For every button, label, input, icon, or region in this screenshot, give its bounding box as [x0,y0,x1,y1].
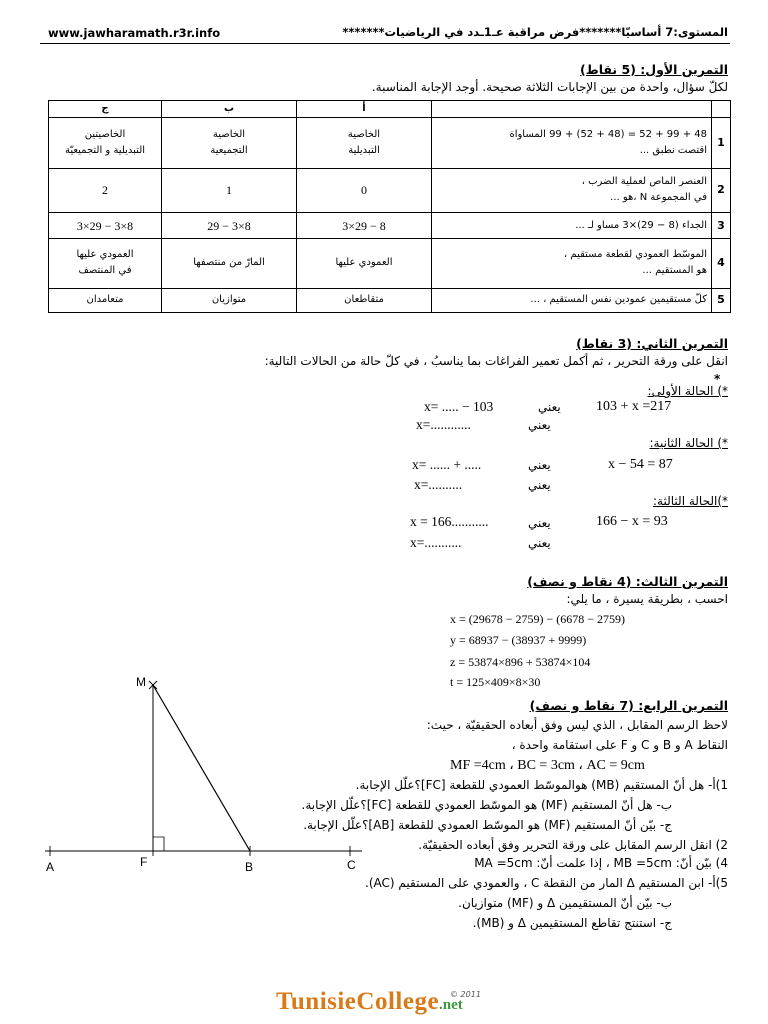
table-row [49,239,731,288]
question-text: في المجموعة N ،هو ... [610,192,707,204]
case-meaning: يعني [528,478,551,492]
answer-b: 29 − 3×8 [162,213,297,239]
answer-a: التبديلية [348,144,380,156]
qcm-table [48,100,731,313]
ex4-line: 2) انقل الرسم المقابل على ورقة التحرير وفق أبعاده الحقيقيّة. [418,838,728,852]
answer-b: المارّ من منتصفها [162,239,297,288]
ex4-line: 4) بيّن أنّ: MB =5cm ، إذا علمت أنّ: MA =5cm [474,856,728,870]
case-meaning: يعني [528,418,551,432]
point-label-m: M [136,675,146,689]
case-meaning: يعني [528,516,551,530]
question-number: 4 [712,239,731,288]
case-label: *)الحالة الثالثة: [653,494,728,508]
ex4-line: ج- بيّن أنّ المستقيم (MF) هو الموسّط العمودي للقطعة [AB]؟علّل الإجابة. [303,818,672,832]
logo-text: TunisieCollege [276,988,440,1015]
answer-b: التجميعية [210,144,248,156]
segment-mb [153,685,250,851]
case-answer: x= ...... + ..... [412,457,482,472]
point-label-c: C [347,858,356,872]
ex4-line: 1)أ- هل أنّ المستقيم (MB) هوالموسّط العمودي للقطعة [FC]؟علّل الإجابة. [355,778,728,792]
case-label: *) الحالة الأولى: [647,384,728,398]
ex4-line: ب- هل أنّ المستقيم (MF) هو الموسّط العمودي للقطعة [FC]؟علّل الإجابة. [301,798,672,812]
ex2-title: التمرين الثاني: (3 نقاط) [576,336,728,351]
ex4-line: ج- استنتج تقاطع المستقيمين Δ و (MB). [472,916,672,930]
point-label-a: A [46,860,55,874]
calc-line: z = 53874×896 + 53874×104 [450,655,591,669]
table-row [49,118,731,168]
point-label-b: B [245,860,254,874]
question-text: العنصر الماص لعملية الضرب ، [581,176,707,188]
point-label-f: F [140,855,148,869]
ex1-instruction: لكلّ سؤال، واحدة من بين الإجابات الثلاثة صحيحة. أوجد الإجابة المناسبة. [371,80,728,94]
case-equation: x − 54 = 87 [608,457,673,472]
answer-a: متقاطعان [297,288,432,312]
question-number: 3 [712,213,731,239]
question-number: 2 [712,168,731,212]
answer-b: الخاصية [212,128,246,140]
answer-c: 2 [49,168,162,212]
ex1-title: التمرين الأول: (5 نقاط) [580,62,728,77]
question-text: كلّ مستقيمين عمودين نفس المستقيم ، ... [432,288,712,312]
answer-c: متعامدان [49,288,162,312]
case-answer: x= ..... − 103 [424,399,494,414]
header-rule [40,43,730,44]
right-angle-mark [153,837,164,851]
case-answer: x=............ [416,417,471,432]
col-header-a: أ [297,101,432,118]
question-number: 5 [712,288,731,312]
ex3-title: التمرين الثالث: (4 نقاط و نصف) [527,574,728,589]
table-row [49,168,731,212]
table-row [49,213,731,239]
answer-a: الخاصية [347,128,381,140]
answer-c: العمودي عليها [76,249,134,261]
answer-b: 1 [162,168,297,212]
col-header-c: ج [49,101,162,118]
question-text: 48 + 99 + 52 = (48 + 52) + 99 المساواة [509,128,707,140]
geometry-figure [40,640,370,980]
case-meaning: يعني [528,536,551,550]
col-header-question [432,101,712,118]
ex4-line: 5)أ- ابن المستقيم Δ المار من النقطة C ، والعمودي على المستقيم (AC). [365,876,728,890]
answer-c: التبديلية و التجميعيّة [64,144,146,156]
question-text: اقتصت نطبق ... [639,144,707,156]
ex3-instruction: احسب ، بطريقة يسيرة ، ما يلي: [566,592,728,606]
case-meaning: يعني [538,400,561,414]
answer-c: 3×29 − 3×8 [49,213,162,239]
header-website: www.jawharamath.r3r.info [48,26,221,40]
case-equation: 166 − x = 93 [596,514,668,529]
site-logo [276,988,463,1018]
ex2-star: * [714,372,721,386]
ex4-line: لاحظ الرسم المقابل ، الذي ليس وفق أبعاده الحقيقيّة ، حيث: [426,718,728,732]
calc-line: y = 68937 − (38937 + 9999) [450,633,587,647]
answer-b: متوازيان [162,288,297,312]
answer-a: 3×29 − 8 [297,213,432,239]
header-title: المستوى:7 أساسيّا*******فرض مراقبة عـ1ـدد في الرياضيات******* [342,25,728,39]
case-answer: x=........... [410,535,462,550]
ex4-line: MF =4cm ، BC = 3cm ، AC = 9cm [450,758,645,773]
calc-line: t = 125×409×8×30 [450,675,541,689]
question-text: هو المستقيم ... [642,265,707,277]
answer-a: العمودي عليها [297,239,432,288]
logo-tld: .net [439,997,463,1013]
col-header-b: ب [162,101,297,118]
question-text: الموسّط العمودي لقطعة مستقيم ، [564,249,707,261]
case-equation: 103 + x =217 [596,399,672,414]
ex4-line: النقاط A و B و C و F على استقامة واحدة ، [511,738,728,752]
table-row [49,288,731,312]
calc-line: x = (29678 − 2759) − (6678 − 2759) [450,612,626,626]
case-answer: x=.......... [414,477,463,492]
answer-a: 0 [297,168,432,212]
answer-c: الخاصيتين [84,128,126,140]
ex2-instruction: انقل على ورقة التحرير ، ثم أكمل تعمير الفراغات بما يناسبُ ، في كلّ حالة من الحالات التالية: [264,354,728,368]
case-label: *) الحالة الثانية: [649,436,728,450]
case-answer: x = 166........... [410,514,489,529]
question-number: 1 [712,118,731,168]
ex4-title: التمرين الرابع: (7 نقاط و نصف) [529,698,728,713]
question-text: الجداء (8 − 29)×3 مساو لـ ... [432,213,712,239]
answer-c: في المنتصف [78,265,132,277]
ex4-line: ب- بيّن أنّ المستقيمين Δ و (MF) متوازيان. [458,896,672,910]
logo-year: © 2011 [450,990,481,999]
col-header-num [712,101,731,118]
case-meaning: يعني [528,458,551,472]
